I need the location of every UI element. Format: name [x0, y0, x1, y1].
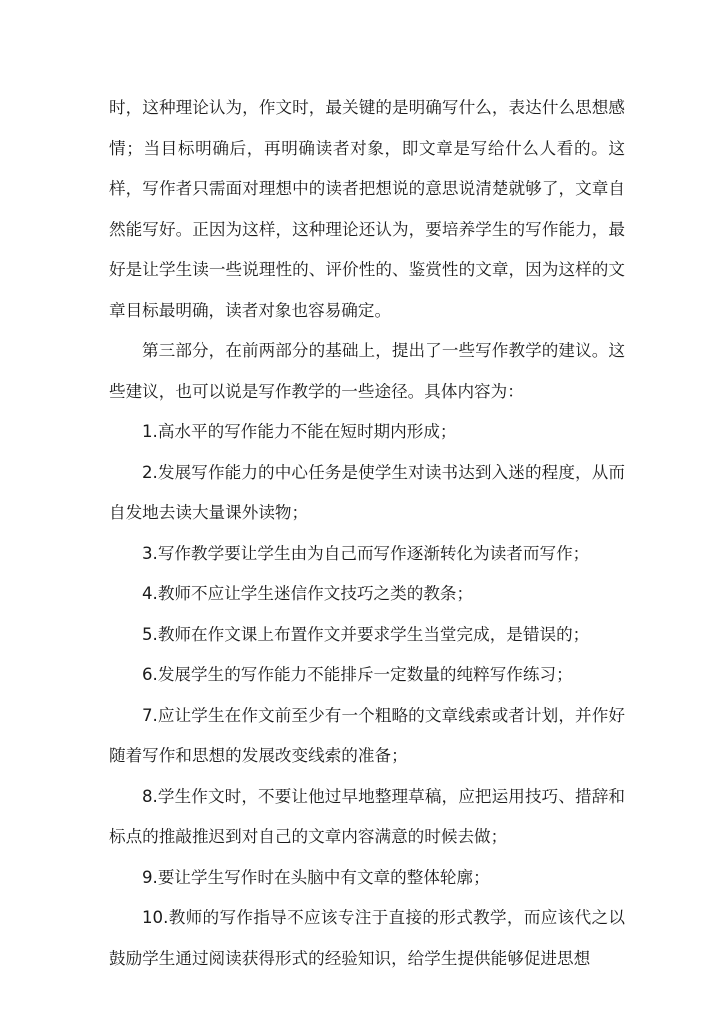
list-item-7: 7.应让学生在作文前至少有一个粗略的文章线索或者计划，并作好随着写作和思想的发展改变线索的准备； [109, 705, 625, 765]
list-item-8: 8.学生作文时，不要让他过早地整理草稿，应把运用技巧、措辞和标点的推敲推迟到对自己的文章内容满意的时候去做； [109, 786, 625, 846]
paragraph-part-three: 第三部分，在前两部分的基础上，提出了一些写作教学的建议。这些建议，也可以说是写作教学的一些途径。具体内容为： [109, 341, 625, 401]
list-item-4: 4.教师不应让学生迷信作文技巧之类的教条； [142, 584, 474, 603]
list-item-6: 6.发展学生的写作能力不能排斥一定数量的纯粹写作练习； [142, 665, 573, 684]
document-body [109, 88, 625, 979]
list-item-10: 10.教师的写作指导不应该专注于直接的形式教学，而应该代之以鼓励学生通过阅读获得形式的经验知识，给学生提供能够促进思想 [109, 908, 625, 968]
list-item-5: 5.教师在作文课上布置作文并要求学生当堂完成，是错误的； [142, 624, 590, 644]
list-item-9: 9.要让学生写作时在头脑中有文章的整体轮廓； [142, 867, 490, 887]
list-item-2: 2.发展写作能力的中心任务是使学生对读书达到入迷的程度，从而自发地去读大量课外读物； [109, 462, 625, 522]
list-item-3: 3.写作教学要让学生由为自己而写作逐渐转化为读者而写作； [142, 543, 590, 563]
paragraph-theory-continuation: 时，这种理论认为，作文时，最关键的是明确写什么，表达什么思想感情；当目标明确后，再明确读者对象，即文章是写给什么人看的。这样，写作者只需面对理想中的读者把想说的意思说清楚就够了，文章自然能写好。正因为这样，这种理论还认为，要培养学生的写作能力，最好是让学生读一些说理性的、评价性的、鉴赏性的文章，因为这样的文章目标最明确，读者对象也容易确定。 [109, 98, 625, 320]
list-item-1: 1.高水平的写作能力不能在短时期内形成； [142, 422, 457, 441]
